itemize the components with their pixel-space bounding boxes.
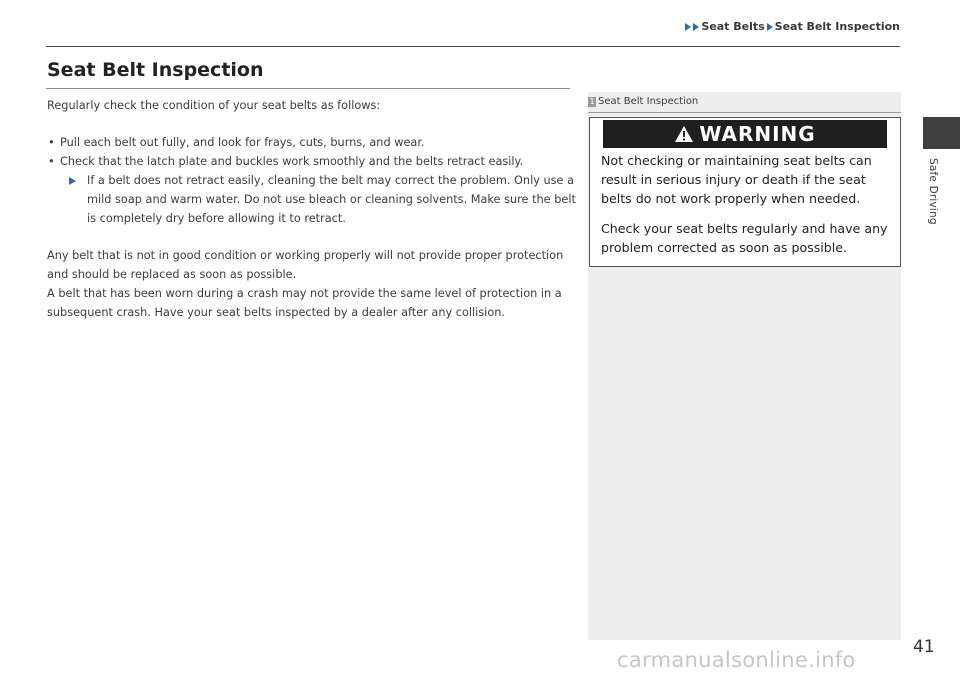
- bullet-text: Pull each belt out fully, and look for frays, cuts, burns, and wear.: [60, 136, 425, 149]
- warning-banner: [603, 120, 887, 148]
- bullet-text: Check that the latch plate and buckles work smoothly and the belts retract easily.: [60, 155, 524, 168]
- page-number: 41: [913, 637, 935, 657]
- arrow-right-icon: [69, 177, 76, 185]
- breadcrumb: [685, 20, 900, 33]
- breadcrumb-item-seat-belt-inspection[interactable]: Seat Belt Inspection: [774, 20, 900, 33]
- breadcrumb-item-seat-belts[interactable]: Seat Belts: [701, 20, 765, 33]
- side-panel-title: [588, 96, 698, 107]
- warning-label: WARNING: [699, 122, 816, 146]
- paragraph: A belt that has been worn during a crash may not provide the same level of protection in a subsequent crash. Have your seat belts inspected by a dealer after any collision.: [47, 287, 562, 319]
- list-item: [47, 133, 579, 152]
- side-panel-title-text: Seat Belt Inspection: [598, 96, 699, 107]
- side-panel-divider: [588, 112, 901, 113]
- breadcrumb-arrow-icon: [767, 23, 773, 31]
- warning-paragraph: Check your seat belts regularly and have any problem corrected as soon as possible.: [601, 221, 888, 255]
- paragraph: Any belt that is not in good condition or working properly will not provide proper protection and should be replaced as soon as possible.: [47, 249, 564, 281]
- warning-box: [589, 117, 901, 267]
- header-divider: [46, 46, 900, 47]
- note-text: If a belt does not retract easily, cleaning the belt may correct the problem. Only use a mild soap and warm water. Do not use bleach or cleaning solvents. Make sure the belt is completely dry before allowing it to retract.: [87, 174, 576, 225]
- warning-icon: [674, 125, 694, 143]
- reference-number-icon: 1: [589, 96, 595, 106]
- warning-text: [601, 151, 893, 268]
- title-divider: [46, 88, 570, 89]
- section-tab[interactable]: [923, 117, 960, 149]
- warning-paragraph: Not checking or maintaining seat belts can result in serious injury or death if the seat belts do not work properly when needed.: [601, 153, 872, 206]
- page-title: Seat Belt Inspection: [47, 59, 264, 81]
- bullet-icon: •: [48, 136, 55, 149]
- list-item: [47, 152, 579, 171]
- bullet-icon: •: [48, 155, 55, 168]
- watermark: carmanualsonline.info: [617, 648, 856, 672]
- breadcrumb-arrow-icon: [693, 23, 699, 31]
- main-content: [47, 96, 579, 322]
- breadcrumb-arrow-icon: [685, 23, 691, 31]
- intro-text: Regularly check the condition of your seat belts as follows:: [47, 99, 381, 112]
- section-label: Safe Driving: [927, 158, 939, 225]
- note-item: [47, 171, 579, 228]
- side-panel: [588, 92, 901, 640]
